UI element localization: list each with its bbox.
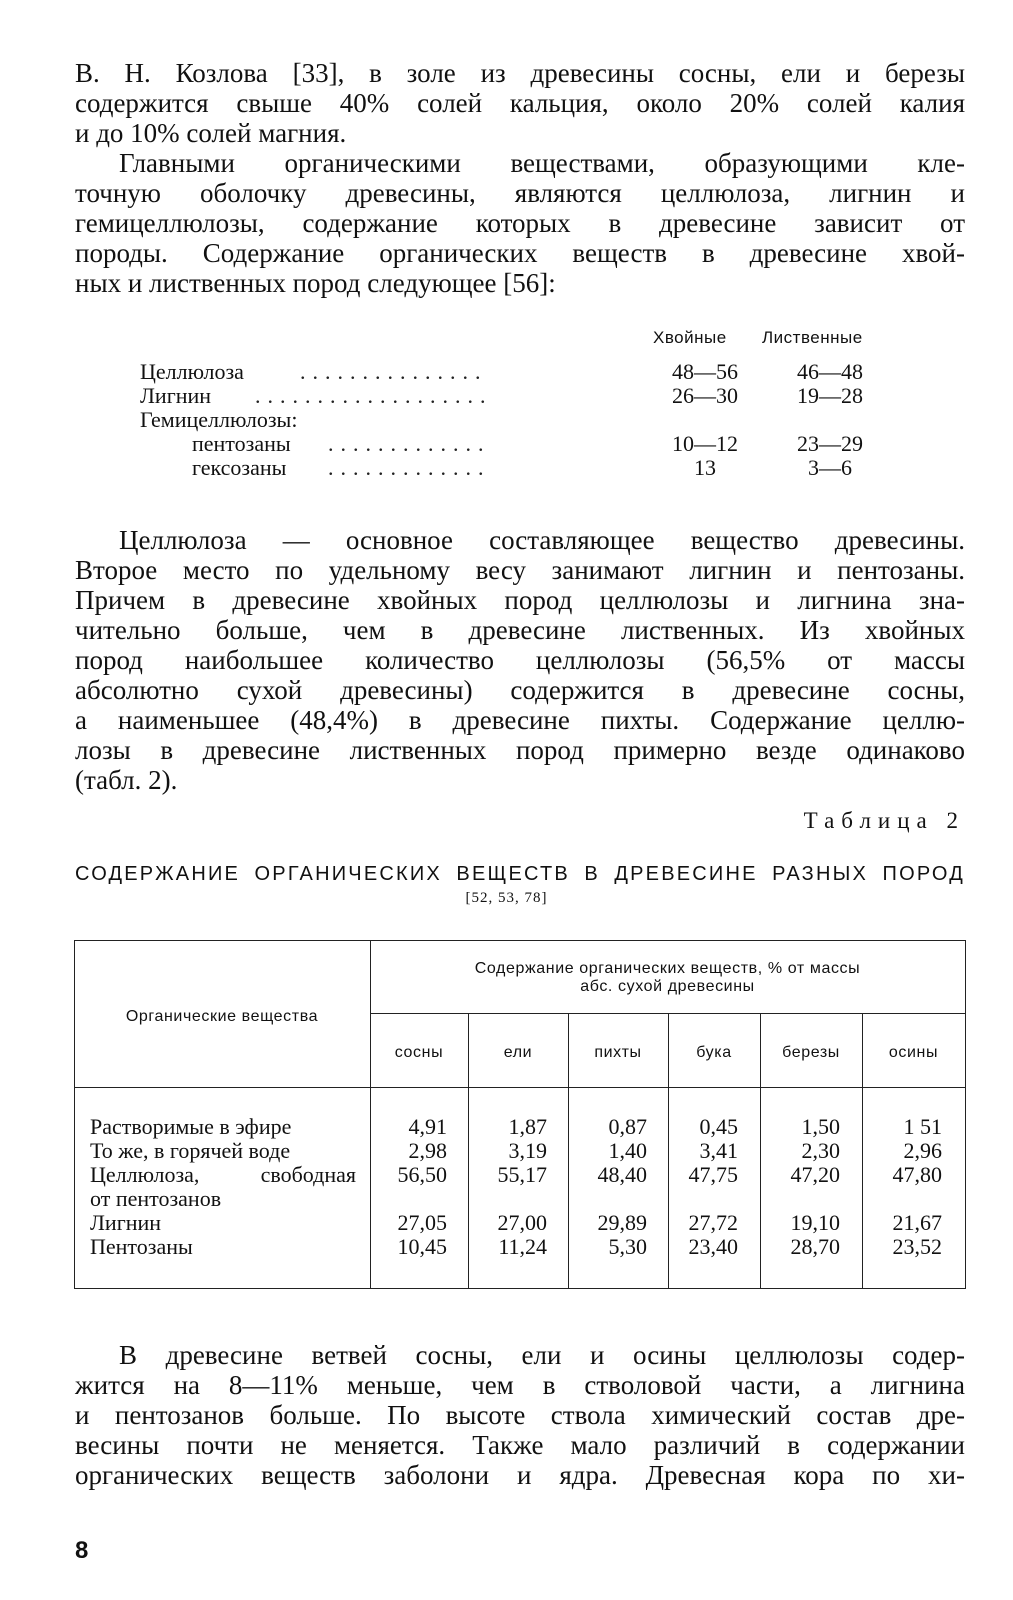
- paragraph-4: [75, 1340, 965, 1490]
- row-label: Лигнин: [90, 1210, 162, 1235]
- value-deciduous: 23—29: [797, 431, 863, 456]
- group-header-line: абс. сухой древесины: [580, 978, 755, 995]
- row-label: Целлюлоза, свободная: [90, 1162, 356, 1187]
- table-cell: 28,70: [790, 1234, 840, 1259]
- table-cell: 48,40: [597, 1162, 647, 1187]
- text-line: Второе место по удельному весу занимают лигнин и пентозаны.: [75, 555, 965, 585]
- text-line: Причем в древесине хвойных пород целлюлозы и лигнина зна-: [75, 585, 965, 615]
- table-cell: 23,40: [688, 1234, 738, 1259]
- table-cell: 4,91: [408, 1114, 447, 1139]
- table-title: СОДЕРЖАНИЕ ОРГАНИЧЕСКИХ ВЕЩЕСТВ В ДРЕВЕСИНЕ РАЗНЫХ ПОРОД: [75, 863, 965, 885]
- table-cell: 3,19: [508, 1138, 547, 1163]
- value-coniferous: 13: [694, 455, 716, 480]
- paragraph-2: [75, 148, 965, 298]
- row-label: гексозаны: [192, 455, 287, 480]
- text-line: чительно больше, чем в древесине лиственных. Из хвойных: [75, 615, 965, 645]
- row-label: Гемицеллюлозы:: [140, 407, 298, 432]
- text-line: точную оболочку древесины, являются целлюлоза, лигнин и: [75, 178, 965, 208]
- column-header: пихты: [594, 1044, 642, 1061]
- table-right-rule: [965, 940, 966, 1289]
- leader-dots: .............: [328, 455, 491, 480]
- table-cell: 55,17: [497, 1162, 547, 1187]
- column-header: осины: [888, 1044, 939, 1061]
- paragraph-3: [75, 525, 965, 795]
- header-bottom-rule: [74, 1087, 965, 1088]
- composition-row: [140, 408, 900, 432]
- table-cell: 1,40: [608, 1138, 647, 1163]
- table-number: Таблица 2: [803, 808, 965, 833]
- table-top-rule: [74, 940, 965, 941]
- table-cell: 0,87: [608, 1114, 647, 1139]
- table-cell: 1,87: [508, 1114, 547, 1139]
- text-line: В древесине ветвей сосны, ели и осины целлюлозы содер-: [119, 1340, 965, 1370]
- table-references: [52, 53, 78]: [465, 890, 548, 906]
- value-deciduous: 19—28: [797, 383, 863, 408]
- composition-row: [140, 432, 900, 456]
- table-cell: 29,89: [597, 1210, 647, 1235]
- table-cell: 56,50: [397, 1162, 447, 1187]
- table-cell: 5,30: [608, 1234, 647, 1259]
- text-line: весины почти не меняется. Также мало различий в содержании: [75, 1430, 965, 1460]
- stub-header: Органические вещества: [125, 1008, 319, 1025]
- text-line: ных и лиственных пород следующее [56]:: [75, 268, 556, 298]
- table-bottom-rule: [74, 1288, 965, 1289]
- composition-row: [140, 384, 900, 408]
- table-cell: 2,30: [801, 1138, 840, 1163]
- column-header: березы: [782, 1044, 840, 1061]
- text-line: пород наибольшее количество целлюлозы (56,5% от массы: [75, 645, 965, 675]
- value-coniferous: 26—30: [672, 383, 738, 408]
- leader-dots: .............: [328, 431, 491, 456]
- table-cell: 23,52: [892, 1234, 942, 1259]
- table-cell: 0,45: [699, 1114, 738, 1139]
- row-label: Растворимые в эфире: [90, 1114, 292, 1139]
- row-label: пентозаны: [192, 431, 291, 456]
- text-line: Главными органическими веществами, образующими кле-: [119, 148, 965, 178]
- column-header-coniferous: Хвойные: [653, 328, 727, 347]
- table-cell: 47,20: [790, 1162, 840, 1187]
- table-cell: 21,67: [892, 1210, 942, 1235]
- composition-row: [140, 360, 900, 384]
- text-line: и пентозанов больше. По высоте ствола химический состав дре-: [75, 1400, 965, 1430]
- value-deciduous: 46—48: [797, 359, 863, 384]
- leader-dots: ...............: [300, 359, 488, 384]
- page-number: 8: [75, 1537, 89, 1564]
- text-line: породы. Содержание органических веществ в древесине хвой-: [75, 238, 965, 268]
- text-line: Целлюлоза — основное составляющее вещество древесины.: [119, 525, 965, 555]
- column-header: ели: [503, 1044, 533, 1061]
- row-label: То же, в горячей воде: [90, 1138, 291, 1163]
- table-cell: 27,72: [688, 1210, 738, 1235]
- table-cell: 27,05: [397, 1210, 447, 1235]
- table-cell: 2,96: [903, 1138, 942, 1163]
- table-cell: 11,24: [498, 1234, 547, 1259]
- table-cell: 19,10: [790, 1210, 840, 1235]
- text-line: а наименьшее (48,4%) в древесине пихты. Содержание целлю-: [75, 705, 965, 735]
- column-header-deciduous: Лиственные: [762, 328, 863, 347]
- table-cell: 47,80: [892, 1162, 942, 1187]
- column-header: сосны: [394, 1044, 444, 1061]
- table-cell: 2,98: [408, 1138, 447, 1163]
- text-line: органических веществ заболони и ядра. Древесная кора по хи-: [75, 1460, 965, 1490]
- value-coniferous: 10—12: [672, 431, 738, 456]
- row-label: Целлюлоза: [140, 359, 244, 384]
- table-cell: 27,00: [497, 1210, 547, 1235]
- text-line: абсолютно сухой древесины) содержится в древесине сосны,: [75, 675, 965, 705]
- table-cell: 1,50: [801, 1114, 840, 1139]
- leader-dots: ...................: [255, 383, 493, 408]
- row-label: Пентозаны: [90, 1234, 193, 1259]
- organic-substances-table: [74, 940, 965, 1290]
- group-header: [370, 960, 965, 996]
- text-line: В. Н. Козлова [33], в золе из древесины сосны, ели и березы: [75, 58, 965, 88]
- text-line: лозы в древесине лиственных пород примерно везде одинаково: [75, 735, 965, 765]
- column-header: бука: [696, 1044, 732, 1061]
- group-header-line: Содержание органических веществ, % от массы: [474, 960, 861, 977]
- row-label: Лигнин: [140, 383, 212, 408]
- composition-row: [140, 456, 900, 480]
- row-label-continuation: от пентозанов: [90, 1186, 222, 1211]
- text-line: (табл. 2).: [75, 765, 178, 795]
- value-deciduous: 3—6: [808, 455, 852, 480]
- table-cell: 3,41: [699, 1138, 738, 1163]
- table-cell: 1 51: [903, 1114, 942, 1139]
- text-line: и до 10% солей магния.: [75, 118, 347, 148]
- table-cell: 10,45: [397, 1234, 447, 1259]
- text-line: гемицеллюлозы, содержание которых в древесине зависит от: [75, 208, 965, 238]
- table-cell: 47,75: [688, 1162, 738, 1187]
- text-line: содержится свыше 40% солей кальция, около 20% солей калия: [75, 88, 965, 118]
- paragraph-1: [75, 58, 965, 148]
- table-left-rule: [74, 940, 75, 1289]
- text-line: жится на 8—11% меньше, чем в стволовой части, а лигнина: [75, 1370, 965, 1400]
- value-coniferous: 48—56: [672, 359, 738, 384]
